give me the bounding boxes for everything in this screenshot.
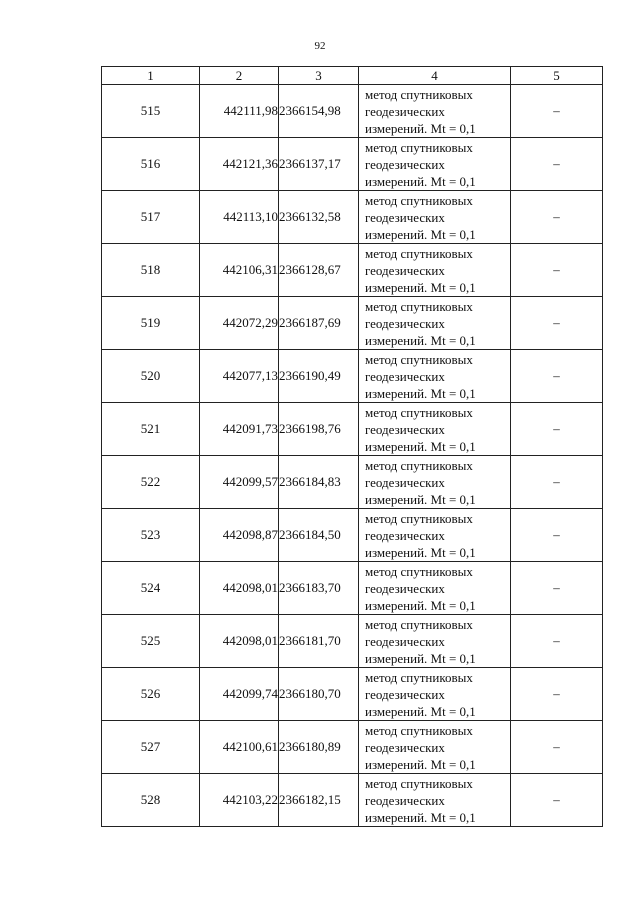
column-5-cell: –: [511, 350, 603, 403]
table-row: [102, 297, 603, 350]
point-number-cell: 524: [102, 562, 200, 615]
method-line: измерений. Mt = 0,1: [365, 756, 476, 772]
table-body: [102, 85, 603, 827]
method-cell: [359, 297, 511, 350]
table-row: [102, 562, 603, 615]
point-number-cell: 515: [102, 85, 200, 138]
y-coordinate-cell: 2366154,98: [279, 85, 359, 138]
y-coordinate-cell: 2366183,70: [279, 562, 359, 615]
method-line: измерений. Mt = 0,1: [365, 650, 476, 666]
y-coordinate-cell: 2366128,67: [279, 244, 359, 297]
method-line: измерений. Mt = 0,1: [365, 120, 476, 136]
point-number-cell: 527: [102, 721, 200, 774]
table-row: [102, 509, 603, 562]
method-line: геодезических: [365, 527, 445, 543]
method-line: метод спутниковых: [365, 351, 473, 367]
header-col-2: 2: [200, 67, 279, 85]
point-number-cell: 523: [102, 509, 200, 562]
point-number-cell: 520: [102, 350, 200, 403]
x-coordinate-cell: 442106,31: [200, 244, 279, 297]
y-coordinate-cell: 2366180,70: [279, 668, 359, 721]
table-row: [102, 191, 603, 244]
header-col-1: 1: [102, 67, 200, 85]
method-line: метод спутниковых: [365, 563, 473, 579]
x-coordinate-cell: 442111,98: [200, 85, 279, 138]
method-cell: [359, 138, 511, 191]
method-line: метод спутниковых: [365, 192, 473, 208]
method-line: измерений. Mt = 0,1: [365, 279, 476, 295]
x-coordinate-cell: 442103,22: [200, 774, 279, 827]
header-col-5: 5: [511, 67, 603, 85]
method-line: метод спутниковых: [365, 722, 473, 738]
point-number-cell: 521: [102, 403, 200, 456]
method-line: метод спутниковых: [365, 86, 473, 102]
column-5-cell: –: [511, 562, 603, 615]
method-line: измерений. Mt = 0,1: [365, 597, 476, 613]
method-line: геодезических: [365, 739, 445, 755]
y-coordinate-cell: 2366137,17: [279, 138, 359, 191]
point-number-cell: 517: [102, 191, 200, 244]
table-row: [102, 668, 603, 721]
y-coordinate-cell: 2366198,76: [279, 403, 359, 456]
method-cell: [359, 615, 511, 668]
method-cell: [359, 403, 511, 456]
method-cell: [359, 774, 511, 827]
method-line: метод спутниковых: [365, 510, 473, 526]
method-line: геодезических: [365, 633, 445, 649]
x-coordinate-cell: 442113,10: [200, 191, 279, 244]
x-coordinate-cell: 442099,74: [200, 668, 279, 721]
method-line: измерений. Mt = 0,1: [365, 491, 476, 507]
method-line: измерений. Mt = 0,1: [365, 173, 476, 189]
table-row: [102, 350, 603, 403]
point-number-cell: 522: [102, 456, 200, 509]
table-row: [102, 85, 603, 138]
point-number-cell: 519: [102, 297, 200, 350]
method-line: геодезических: [365, 580, 445, 596]
y-coordinate-cell: 2366182,15: [279, 774, 359, 827]
method-line: метод спутниковых: [365, 298, 473, 314]
column-5-cell: –: [511, 774, 603, 827]
header-col-3: 3: [279, 67, 359, 85]
y-coordinate-cell: 2366184,83: [279, 456, 359, 509]
x-coordinate-cell: 442121,36: [200, 138, 279, 191]
column-5-cell: –: [511, 509, 603, 562]
method-line: измерений. Mt = 0,1: [365, 226, 476, 242]
method-line: геодезических: [365, 209, 445, 225]
coordinates-table: [101, 66, 603, 827]
page-number: 92: [314, 40, 326, 52]
column-5-cell: –: [511, 403, 603, 456]
header-row: [102, 67, 603, 85]
method-line: измерений. Mt = 0,1: [365, 385, 476, 401]
table-row: [102, 138, 603, 191]
x-coordinate-cell: 442091,73: [200, 403, 279, 456]
method-line: геодезических: [365, 421, 445, 437]
point-number-cell: 525: [102, 615, 200, 668]
column-5-cell: –: [511, 297, 603, 350]
table-row: [102, 403, 603, 456]
table-row: [102, 244, 603, 297]
header-col-4: 4: [359, 67, 511, 85]
column-5-cell: –: [511, 721, 603, 774]
y-coordinate-cell: 2366181,70: [279, 615, 359, 668]
table-row: [102, 456, 603, 509]
point-number-cell: 528: [102, 774, 200, 827]
y-coordinate-cell: 2366184,50: [279, 509, 359, 562]
method-line: геодезических: [365, 315, 445, 331]
column-5-cell: –: [511, 615, 603, 668]
y-coordinate-cell: 2366132,58: [279, 191, 359, 244]
table-header: [102, 67, 603, 85]
y-coordinate-cell: 2366190,49: [279, 350, 359, 403]
y-coordinate-cell: 2366180,89: [279, 721, 359, 774]
x-coordinate-cell: 442072,29: [200, 297, 279, 350]
point-number-cell: 516: [102, 138, 200, 191]
method-line: измерений. Mt = 0,1: [365, 438, 476, 454]
method-cell: [359, 668, 511, 721]
table-row: [102, 615, 603, 668]
method-line: геодезических: [365, 686, 445, 702]
method-line: метод спутниковых: [365, 616, 473, 632]
method-line: геодезических: [365, 792, 445, 808]
method-line: метод спутниковых: [365, 457, 473, 473]
x-coordinate-cell: 442098,01: [200, 615, 279, 668]
method-line: измерений. Mt = 0,1: [365, 544, 476, 560]
method-line: метод спутниковых: [365, 139, 473, 155]
method-cell: [359, 191, 511, 244]
method-line: геодезических: [365, 474, 445, 490]
method-line: геодезических: [365, 156, 445, 172]
method-cell: [359, 456, 511, 509]
x-coordinate-cell: 442100,61: [200, 721, 279, 774]
method-line: измерений. Mt = 0,1: [365, 332, 476, 348]
method-line: геодезических: [365, 262, 445, 278]
point-number-cell: 518: [102, 244, 200, 297]
column-5-cell: –: [511, 138, 603, 191]
table-row: [102, 774, 603, 827]
y-coordinate-cell: 2366187,69: [279, 297, 359, 350]
method-cell: [359, 244, 511, 297]
x-coordinate-cell: 442098,01: [200, 562, 279, 615]
column-5-cell: –: [511, 456, 603, 509]
column-5-cell: –: [511, 191, 603, 244]
x-coordinate-cell: 442098,87: [200, 509, 279, 562]
method-line: геодезических: [365, 368, 445, 384]
method-line: метод спутниковых: [365, 404, 473, 420]
method-line: метод спутниковых: [365, 669, 473, 685]
method-line: измерений. Mt = 0,1: [365, 703, 476, 719]
method-line: метод спутниковых: [365, 245, 473, 261]
method-cell: [359, 562, 511, 615]
method-cell: [359, 350, 511, 403]
column-5-cell: –: [511, 668, 603, 721]
method-cell: [359, 509, 511, 562]
method-cell: [359, 85, 511, 138]
column-5-cell: –: [511, 85, 603, 138]
point-number-cell: 526: [102, 668, 200, 721]
method-cell: [359, 721, 511, 774]
x-coordinate-cell: 442077,13: [200, 350, 279, 403]
method-line: геодезических: [365, 103, 445, 119]
x-coordinate-cell: 442099,57: [200, 456, 279, 509]
method-line: измерений. Mt = 0,1: [365, 809, 476, 825]
method-line: метод спутниковых: [365, 775, 473, 791]
column-5-cell: –: [511, 244, 603, 297]
table-row: [102, 721, 603, 774]
